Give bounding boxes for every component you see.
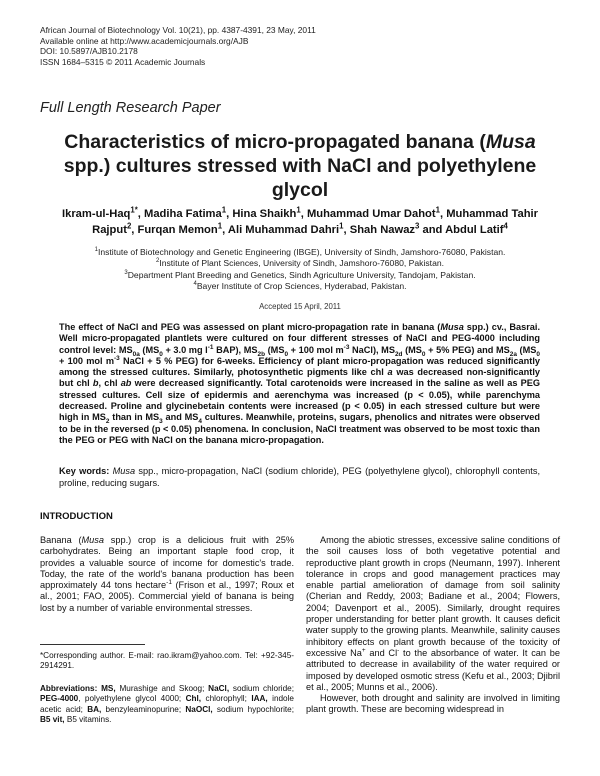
keywords: Key words: Musa spp., micro-propagation, NaCl (sodium chloride), PEG (polyethylene glycol), chlorophyll contents, proline, reducing sugars.: [59, 466, 540, 488]
affiliation-3: $^3$Department Plant Breeding and Genetics, Sindh Agriculture University, Tandojam, Pakistan.: [124, 269, 476, 280]
abbreviations: Abbreviations: MS, Murashige and Skoog; NaCl, sodium chloride; PEG-4000, polyethylene glycol 4000; Chl, chlorophyll; IAA, indole acetic acid; BA, benzyleaminopurine; NaOCl, sodium hypochlorite; B5 vit, B5 vitamins.: [40, 684, 295, 724]
affiliation-4: $^4$Bayer Institute of Crop Sciences, Hyderabad, Pakistan.: [193, 280, 407, 291]
author-list: Ikram-ul-Haq$^{1*}$, Madiha Fatima$^1$, Hina Shaikh$^1$, Muhammad Umar Dahot$^1$, Muhammad Tahir Rajput$^2$, Furqan Memon$^1$, Ali Muhammad Dahri$^1$, Shah Nawaz$^3$ and Abdul Latif$^4$: [62, 205, 538, 236]
corresponding-author: *Corresponding author. E-mail: rao.ikram@yahoo.com. Tel: +92-345-2914291.: [40, 651, 294, 671]
journal-url: Available online at http://www.academicjournals.org/AJB: [40, 35, 249, 46]
journal-doi: DOI: 10.5897/AJB10.2178: [40, 46, 138, 56]
intro-right-column: [306, 535, 560, 716]
intro-left-column: [40, 535, 294, 614]
article-type: Full Length Research Paper: [40, 100, 221, 116]
intro-paragraph-1: Banana (Musa spp.) crop is a delicious fruit with 25% carbohydrates. Being an important staple food crop, it provides a valuable source of income for domestic's trade. Today, the rate of the world's banana production has been approximately 44 tons hectare$^{-1}$ (Frison et al., 1997; Roux et al., 2001; FAO, 2005). Commercial yield of banana is being lost by a number of variable environmental stresses.: [40, 535, 294, 613]
keywords-label: Key words:: [59, 466, 110, 476]
journal-header: [40, 25, 316, 67]
journal-citation: African Journal of Biotechnology Vol. 10(21), pp. 4387-4391, 23 May, 2011: [40, 25, 316, 35]
affiliation-2: $^2$Institute of Plant Sciences, University of Sindh, Jamshoro-76080, Pakistan.: [155, 258, 445, 269]
intro-paragraph-3: However, both drought and salinity are involved in limiting plant growth. These are becoming widespread in: [306, 693, 560, 715]
intro-paragraph-2: Among the abiotic stresses, excessive saline conditions of the soil causes loss of both vegetative potential and reproductive plant growth in crops (Neumann, 1997). Inherent tolerance in crops and good management practices may enable partial amelioration of damage from soil salinity (Cherian and Reddy, 2003; Badiane et al., 2004; Flowers, 2004; Davenport et al., 2005). Similarly, drought requires proper understanding for better plant growth. It causes deficit water supply to the growing plants. Meanwhile, salinity causes inhibitory effects on plant growth because of the toxicity of excessive Na+ and Cl- to the absorbance of water. It can be attributed to decrease in availability of the water required or imposed by developed osmotic stress (Kefu et al., 2003; Djibril et al., 2005; Munns et al., 2006).: [306, 535, 560, 692]
accepted-date: Accepted 15 April, 2011: [259, 302, 341, 311]
paper-title: Characteristics of micro-propagated banana (Musa spp.) cultures stressed with NaCl and polyethylene glycol: [63, 131, 537, 201]
affiliations: [45, 247, 555, 292]
affiliation-1: $^1$Institute of Biotechnology and Genetic Engineering (IBGE), University of Sindh, Jamshoro-76080, Pakistan.: [94, 247, 506, 257]
footnote-divider: [40, 644, 145, 645]
journal-issn: ISSN 1684–5315 © 2011 Academic Journals: [40, 56, 206, 67]
introduction-heading: INTRODUCTION: [40, 511, 113, 522]
abstract: The effect of NaCl and PEG was assessed on plant micro-propagation rate in banana (Musa spp.) cv., Basrai. Well micro-propagated plantlets were cultured on four different stresses of NaCl and PEG-4000 including control level: $MS_{0a}$ ($MS_0 + 3.0$ mg $l^{-1}$ BAP), $MS_{2b}$ ($MS_0 + 100$ mol $m^{-3}$ NaCl), $MS_{2d}$ ($MS_0 + 5\%$ PEG) and $MS_{2a}$ ($MS_0 + 100$ mol $m^{-3}$ NaCl + 5 % PEG) for 6-weeks. Efficiency of plant micro-propagation was reduced significantly among the stressed cultures. Similarly, photosynthetic pigments like chl a was decreased non-significantly but chl b, chl ab were decreased significantly. Total carotenoids were increased in the saline as well as PEG stressed cultures. Cell size of epidermis and aerenchyma was increased (p < 0.05), while parenchyma decreased. Proline and glycinebetain contents were increased (p < 0.05) in each stressed culture but were high in $MS_2$ than in $MS_3$ and $MS_4$ cultures. Meanwhile, proteins, sugars, phenolics and nitrates were observed to be in the reversed (p < 0.05) phenomena. In conclusion, NaCl treatment was observed to be most toxic than the PEG or PEG with NaCl on the banana micro-propagation.: [59, 322, 541, 445]
